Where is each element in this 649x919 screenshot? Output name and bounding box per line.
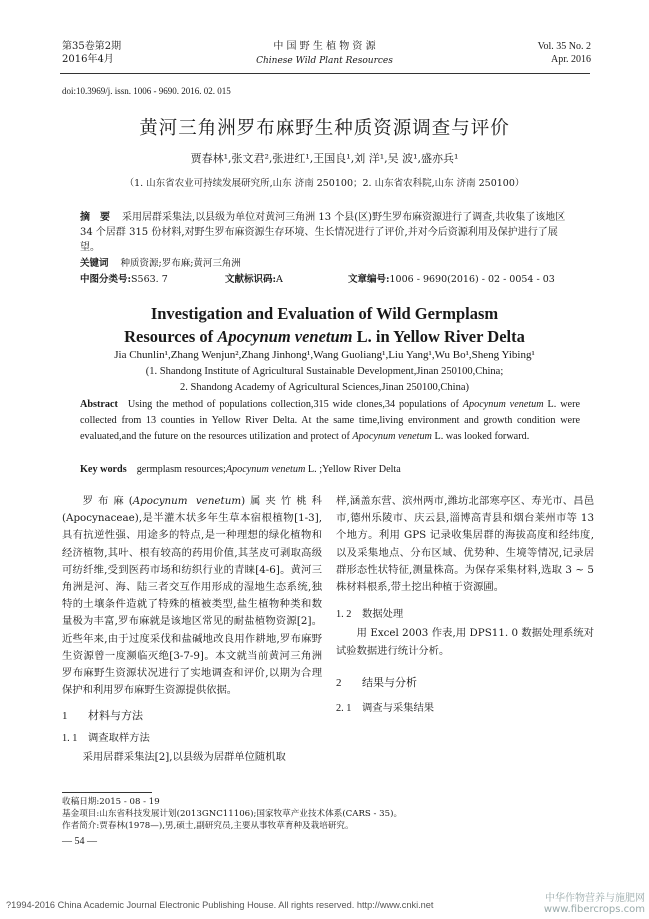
- abstract-en-species2: Apocynum venetum: [352, 431, 432, 442]
- abstract-en-text1: Using the method of populations collection,315 wide clones,34 populations of: [127, 399, 463, 410]
- footnote-rule: [62, 792, 152, 793]
- keywords-en-text1: germplasm resources;: [136, 464, 226, 475]
- abstract-en-text2: L. were collected from 13 counties in Yellow River Delta. At the same time,living environment and growth condition were evaluated,and the future on the resources utilization and protect of: [80, 399, 580, 442]
- subsection-heading-1-2: [336, 606, 594, 623]
- watermark-url: www.fibercrops.com: [543, 904, 645, 915]
- page-number: — 54 —: [62, 836, 97, 847]
- keywords-en: [80, 464, 401, 475]
- author-bio: 作者简介:贾春林(1978—),男,硕士,副研究员,主要从事牧草育种及栽培研究。: [62, 821, 354, 831]
- intro-species: Apocynum venetum: [132, 495, 242, 507]
- paper-title-cn: 黄河三角洲罗布麻野生种质资源调查与评价: [139, 118, 510, 139]
- keywords-cn-text: 种质资源;罗布麻;黄河三角洲: [120, 258, 241, 269]
- keywords-en-species: Apocynum venetum: [225, 464, 306, 475]
- clc-value: S563. 7: [131, 274, 168, 285]
- date-en: Apr. 2016: [551, 54, 591, 65]
- header-rule: [60, 73, 590, 74]
- intro-paragraph: [62, 493, 322, 699]
- title-en-line1: Investigation and Evaluation of Wild Germplasm: [150, 304, 499, 323]
- doc-value: A: [276, 274, 283, 285]
- subsection-title: 数据处理: [362, 608, 404, 621]
- body-column-right: [336, 493, 594, 719]
- footnotes: [62, 796, 582, 832]
- abstract-en: [80, 397, 580, 445]
- article-label: 文章编号:: [348, 274, 390, 285]
- keywords-cn: [80, 255, 241, 269]
- data-processing-paragraph: 用 Excel 2003 作表,用 DPS11. 0 数据处理系统对试验数据进行统计分析。: [336, 627, 594, 657]
- abstract-en-label: Abstract: [80, 399, 118, 410]
- keywords-en-label: Key words: [80, 464, 127, 475]
- affiliation-cn: （1. 山东省农业可持续发展研究所,山东 济南 250100；2. 山东省农科院,山东 济南 250100）: [124, 178, 525, 189]
- subsection-heading-2-1: [336, 700, 594, 717]
- authors-en: Jia Chunlin¹,Zhang Wenjun²,Zhang Jinhong¹,Wang Guoliang¹,Liu Yang¹,Wu Bo¹,Sheng Yibing¹: [114, 349, 535, 361]
- article-number: [348, 271, 555, 285]
- paper-title-en: [0, 302, 649, 348]
- keywords-en-text2: L. ;Yellow River Delta: [305, 464, 401, 475]
- subsection-number: 2. 1: [336, 703, 352, 715]
- subsection-title: 调查取样方法: [88, 731, 150, 744]
- watermark-cn: 中华作物营养与施肥网: [545, 893, 645, 904]
- affiliation-en-line1: (1. Shandong Institute of Agricultural Sustainable Development,Jinan 250100,China;: [145, 366, 504, 377]
- section-number: 2: [336, 676, 342, 689]
- subsection-number: 1. 1: [62, 732, 78, 744]
- sampling-continued: 样,涵盖东营、滨州两市,潍坊北部寒亭区、寿光市、昌邑市,德州乐陵市、庆云县,淄博高青县和烟台莱州市等 13 个地方。利用 GPS 记录收集居群的海拔高度和经纬度,以及采集地点、分布区域、优势种、生境等情况,记录居群形态性状特征,测量株高。为保存采集材料,选取 3 ~ 5 株材料根系,带土挖出种植于资源圃。: [336, 495, 594, 594]
- section-title: 结果与分析: [362, 675, 417, 689]
- authors-cn: 贾春林¹,张文君²,张进红¹,王国良¹,刘 洋¹,吴 波¹,盛亦兵¹: [190, 152, 459, 165]
- affiliation-en: [0, 364, 649, 396]
- abstract-cn-label: 摘 要: [80, 212, 110, 223]
- issue-info-en: [538, 40, 591, 66]
- journal-name-en: Chinese Wild Plant Resources: [256, 56, 393, 66]
- subsection-title: 调查与采集结果: [362, 702, 435, 715]
- title-en-species: Apocynum venetum: [217, 327, 353, 346]
- body-column-left: [62, 493, 322, 766]
- title-en-line2: [0, 325, 649, 348]
- copyright-notice: ?1994-2016 China Academic Journal Electronic Publishing House. All rights reserved. http://www.cnki.net: [6, 900, 434, 910]
- fund-info: 基金项目:山东省科技发展计划(2013GNC11106);国家牧草产业技术体系(CARS - 35)。: [62, 809, 403, 819]
- doc-label: 文献标识码:: [225, 274, 277, 285]
- abstract-cn-text: 采用居群采集法,以县级为单位对黄河三角洲 13 个县(区)野生罗布麻资源进行了调查,共收集了该地区 34 个居群 315 份材料,对野生罗布麻资源生存环境、生长情况进行了评价,并对今后资源利用及保护进行了展望。: [80, 212, 566, 253]
- clc-number: [80, 271, 168, 285]
- clc-label: 中图分类号:: [80, 274, 132, 285]
- received-date: 收稿日期:2015 - 08 - 19: [62, 797, 160, 807]
- abstract-en-species1: Apocynum venetum: [462, 399, 544, 410]
- doi[interactable]: doi:10.3969/j. issn. 1006 - 9690. 2016. 02. 015: [62, 86, 231, 96]
- subsection-number: 1. 2: [336, 609, 352, 621]
- article-value: 1006 - 9690(2016) - 02 - 0054 - 03: [389, 274, 555, 285]
- intro-text1: 罗布麻(: [82, 495, 133, 507]
- subsection-heading-1-1: [62, 730, 322, 747]
- journal-name-cn: 中 国 野 生 植 物 资 源: [273, 41, 376, 52]
- title-en-pre: Resources of: [124, 327, 218, 346]
- keywords-cn-label: 关键词: [80, 258, 109, 269]
- volume-en: Vol. 35 No. 2: [537, 41, 591, 52]
- section-heading-1: [62, 707, 322, 725]
- doc-code: [225, 271, 283, 285]
- affiliation-en-line2: 2. Shandong Academy of Agricultural Sciences,Jinan 250100,China): [180, 382, 469, 393]
- sampling-paragraph: 采用居群采集法[2],以县级为居群单位随机取: [82, 750, 286, 763]
- section-title: 材料与方法: [88, 709, 143, 723]
- issue-volume: 第35卷第2期: [62, 41, 122, 52]
- title-en-post: L. in Yellow River Delta: [352, 327, 525, 346]
- abstract-en-text3: L. was looked forward.: [431, 431, 530, 442]
- watermark: [544, 893, 645, 915]
- issue-date: 2016年4月: [62, 54, 114, 65]
- intro-text2: )属夹竹桃科(Apocynaceae),是半灌木状多年生草本宿根植物[1-3],具有抗逆性强、用途多的特点,是一种理想的绿化植物和经济植物,其叶、根有较高的药用价值,其茎皮可剥取高级可纺纤维,受到医药市场和纺织行业的青睐[4-6]。黄河三角洲是河、海、陆三者交互作用形成的湿地生态系统,独特的土壤条件造就了特殊的植被类型,盐生植物种类和数量极为丰富,罗布麻就是该地区常见的耐盐植物资源[2]。近些年来,由于过度采伐和盐碱地改良用作耕地,罗布麻野生资源曾一度濒临灭绝[3-7-9]。本文就当前黄河三角洲罗布麻野生资源状况进行了实地调查和评价,以期为合理保护和利用罗布麻野生资源提供依据。: [62, 495, 322, 697]
- abstract-cn: [80, 210, 574, 255]
- section-heading-2: [336, 674, 594, 692]
- section-number: 1: [62, 710, 68, 723]
